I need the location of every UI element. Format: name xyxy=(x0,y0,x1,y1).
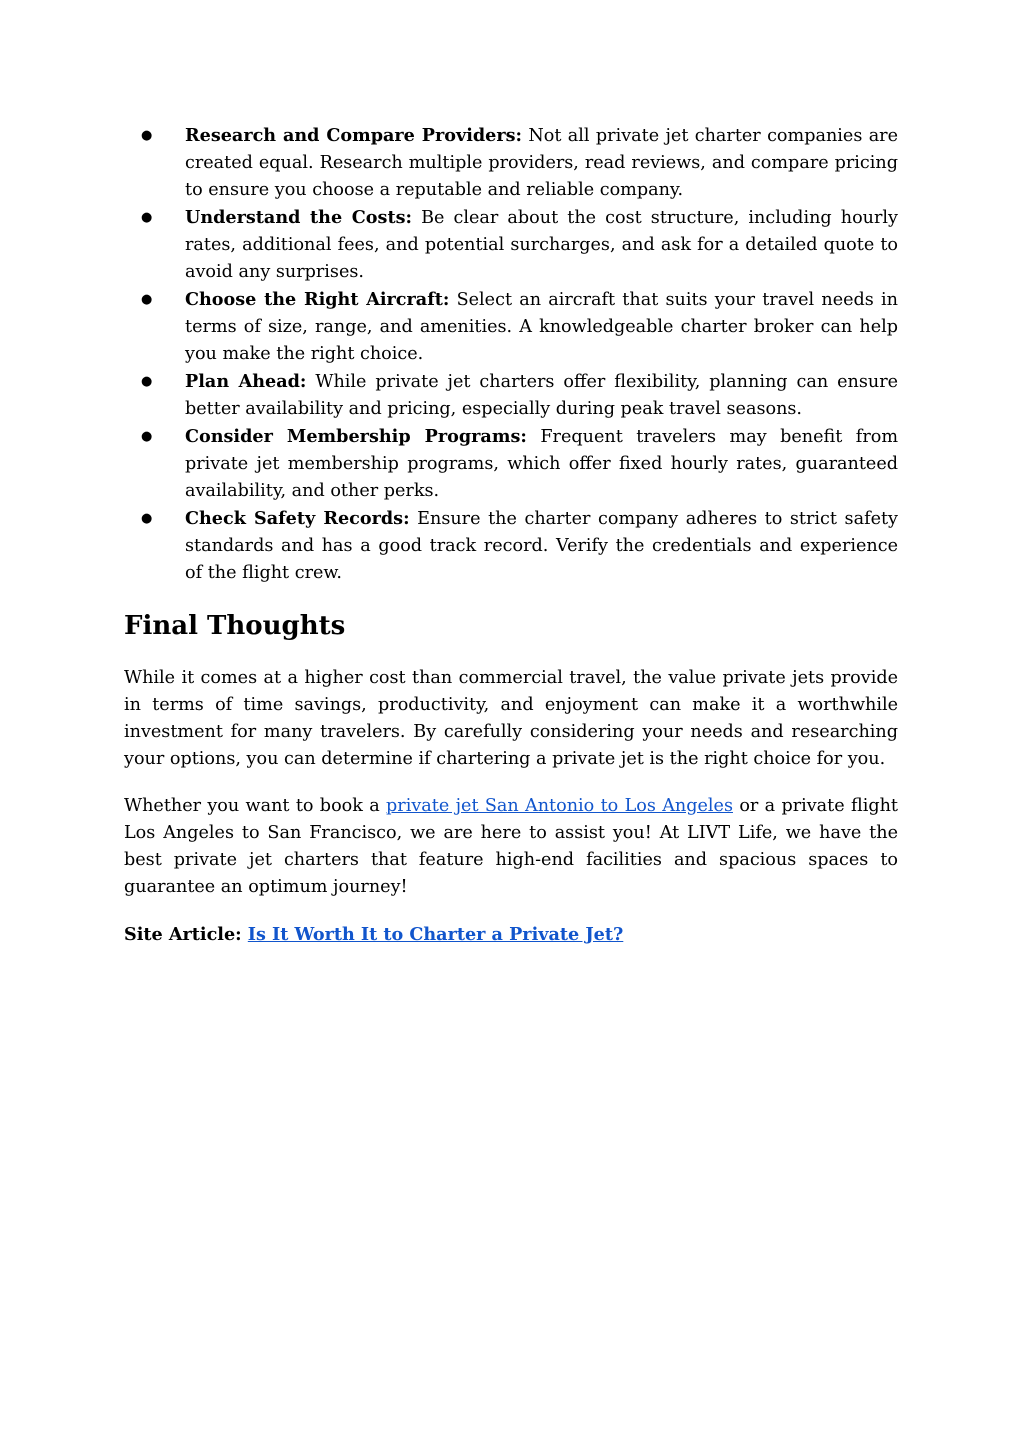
tip-term: Research and Compare Providers: xyxy=(185,125,523,146)
site-article-label: Site Article: xyxy=(124,924,242,945)
private-jet-route-link[interactable]: private jet San Antonio to Los Angeles xyxy=(386,796,733,816)
tip-term: Consider Membership Programs: xyxy=(185,426,527,447)
paragraph-summary: While it comes at a higher cost than commercial travel, the value private jets provide in terms of time savings, productivity, and enjoyment can make it a worthwhile investment for many travelers. By carefully considering your needs and researching your options, you can determine if chartering a private jet is the right choice for you. xyxy=(124,668,898,769)
tip-text: Be clear about the cost structure, including hourly rates, additional fees, and potential surcharges, and ask for a detailed quote to avoid any surprises. xyxy=(185,208,898,282)
paragraph-text-after: or a private flight Los Angeles to San Francisco, we are here to assist you! At LIVT Life, we have the best private jet charters that feature high-end facilities and spacious spaces to guarantee an optimum journey! xyxy=(124,796,898,897)
bullet-icon: ● xyxy=(141,292,153,307)
section-heading: Final Thoughts xyxy=(124,611,346,641)
list-item xyxy=(124,368,898,423)
tip-text: Ensure the charter company adheres to strict safety standards and has a good track record. Verify the credentials and experience of the flight crew. xyxy=(185,509,898,583)
document-page xyxy=(124,122,898,948)
site-article-line xyxy=(124,921,898,948)
tip-term: Understand the Costs: xyxy=(185,207,412,228)
tip-term: Choose the Right Aircraft: xyxy=(185,289,450,310)
list-item xyxy=(124,122,898,204)
bullet-icon: ● xyxy=(141,210,153,225)
list-item xyxy=(124,204,898,286)
tip-text: While private jet charters offer flexibility, planning can ensure better availability and pricing, especially during peak travel seasons. xyxy=(185,372,899,419)
tip-text: Not all private jet charter companies are created equal. Research multiple providers, read reviews, and compare pricing to ensure you choose a reputable and reliable company. xyxy=(185,126,899,200)
bullet-icon: ● xyxy=(141,429,153,444)
bullet-icon: ● xyxy=(141,374,153,389)
list-item xyxy=(124,505,898,587)
tips-list xyxy=(124,122,898,587)
tip-term: Check Safety Records: xyxy=(185,508,410,529)
paragraph-booking xyxy=(124,793,898,901)
bullet-icon: ● xyxy=(141,128,153,143)
site-article-link[interactable]: Is It Worth It to Charter a Private Jet? xyxy=(247,924,624,945)
tip-text: Select an aircraft that suits your travel needs in terms of size, range, and amenities. A knowledgeable charter broker can help you make the right choice. xyxy=(185,290,898,364)
bullet-icon: ● xyxy=(141,511,153,526)
paragraph-text-before: Whether you want to book a xyxy=(124,796,380,816)
tip-term: Plan Ahead: xyxy=(185,371,307,392)
list-item xyxy=(124,286,898,368)
tip-text: Frequent travelers may benefit from private jet membership programs, which offer fixed hourly rates, guaranteed availability, and other perks. xyxy=(185,427,899,501)
list-item xyxy=(124,423,898,505)
